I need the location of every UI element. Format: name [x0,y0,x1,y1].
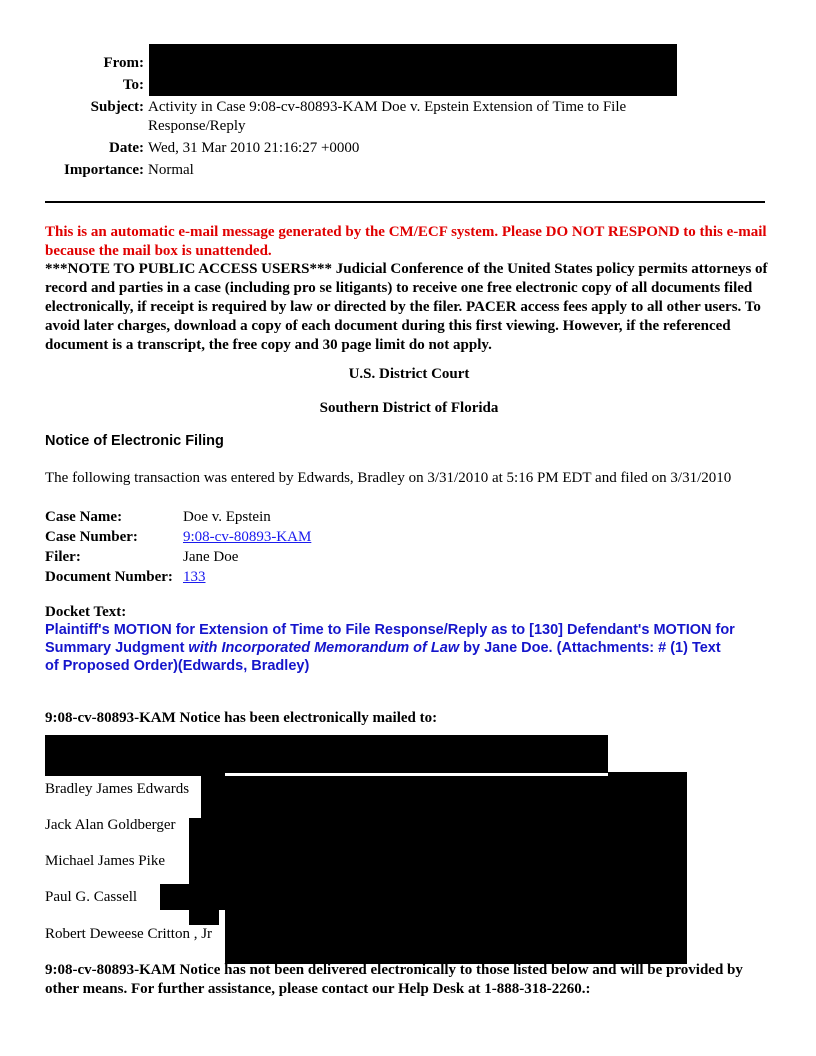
recipient-name: Bradley James Edwards [45,781,190,797]
filer-row [45,547,313,567]
to-label: To: [122,77,144,93]
case-number-link[interactable]: 9:08-cv-80893-KAM [183,529,312,545]
importance-label: Importance: [64,162,144,178]
filer-label: Filer: [45,549,81,565]
importance-value: Normal [148,162,194,178]
docket-text-italic: with Incorporated Memorandum of Law [188,640,460,656]
redaction-block [160,884,687,910]
redaction-block [45,772,225,776]
transaction-text: The following transaction was entered by Edwards, Bradley on 3/31/2010 at 5:16 PM EDT and filed on 3/31/2010 [45,470,732,486]
docket-text [45,621,735,675]
docket-text-tail: by Jane Doe. (Attachments: # (1) Text of Proposed Order)(Edwards, Bradley) [45,640,721,674]
case-name-value: Doe v. Epstein [183,509,271,525]
from-label: From: [103,55,144,71]
date-label: Date: [109,140,144,156]
redaction-block [225,908,687,964]
auto-message-warning: This is an automatic e-mail message generated by the CM/ECF system. Please DO NOT RESPOND to this e-mail because the mail box is unattended. [45,224,767,259]
case-number-label: Case Number: [45,529,138,545]
case-name-row [45,507,313,527]
redaction-block [189,908,219,925]
public-access-note: ***NOTE TO PUBLIC ACCESS USERS*** Judicial Conference of the United States policy permits attorneys of record and parties in a case (including pro se litigants) to receive one free electronic copy of all documents filed electronically, if receipt is required by law or directed by the filer. PACER access fees apply to all other users. To avoid later charges, download a copy of each document during this first viewing. However, if the referenced document is a transcript, the free copy and 30 page limit do not apply. [45,261,768,353]
case-number-row [45,527,313,547]
not-delivered-notice: 9:08-cv-80893-KAM Notice has not been delivered electronically to those listed below and will be provided by other means. For further assistance, please contact our Help Desk at 1-888-318-2260.: [45,962,743,997]
redaction-block [189,818,687,886]
document-number-row [45,567,313,587]
recipient-name: Jack Alan Goldberger [45,817,176,833]
date-value: Wed, 31 Mar 2010 21:16:27 +0000 [148,140,360,156]
subject-value: Activity in Case 9:08-cv-80893-KAM Doe v. Epstein Extension of Time to File Response/Reply [148,99,627,134]
docket-text-main: Plaintiff's MOTION for Extension of Time to File Response/Reply as to [130] Defendant's MOTION for Summary Judgment [45,622,735,656]
case-info-table [45,507,313,587]
document-number-label: Document Number: [45,569,173,585]
mailed-to-heading: 9:08-cv-80893-KAM Notice has been electronically mailed to: [45,710,438,726]
case-name-label: Case Name: [45,509,123,525]
redaction-block [201,776,687,820]
document-number-link[interactable]: 133 [183,569,206,585]
nef-heading: Notice of Electronic Filing [45,433,224,449]
redaction-block [45,735,608,773]
filer-value: Jane Doe [183,549,239,565]
subject-label: Subject: [90,99,144,115]
district-name: Southern District of Florida [319,400,499,416]
recipient-name: Robert Deweese Critton , Jr [45,926,213,942]
redaction-block [149,44,677,96]
docket-text-label: Docket Text: [45,604,127,620]
recipient-name: Paul G. Cassell [45,889,138,905]
court-name: U.S. District Court [348,366,470,382]
header-divider [45,201,765,203]
recipient-name: Michael James Pike [45,853,165,869]
